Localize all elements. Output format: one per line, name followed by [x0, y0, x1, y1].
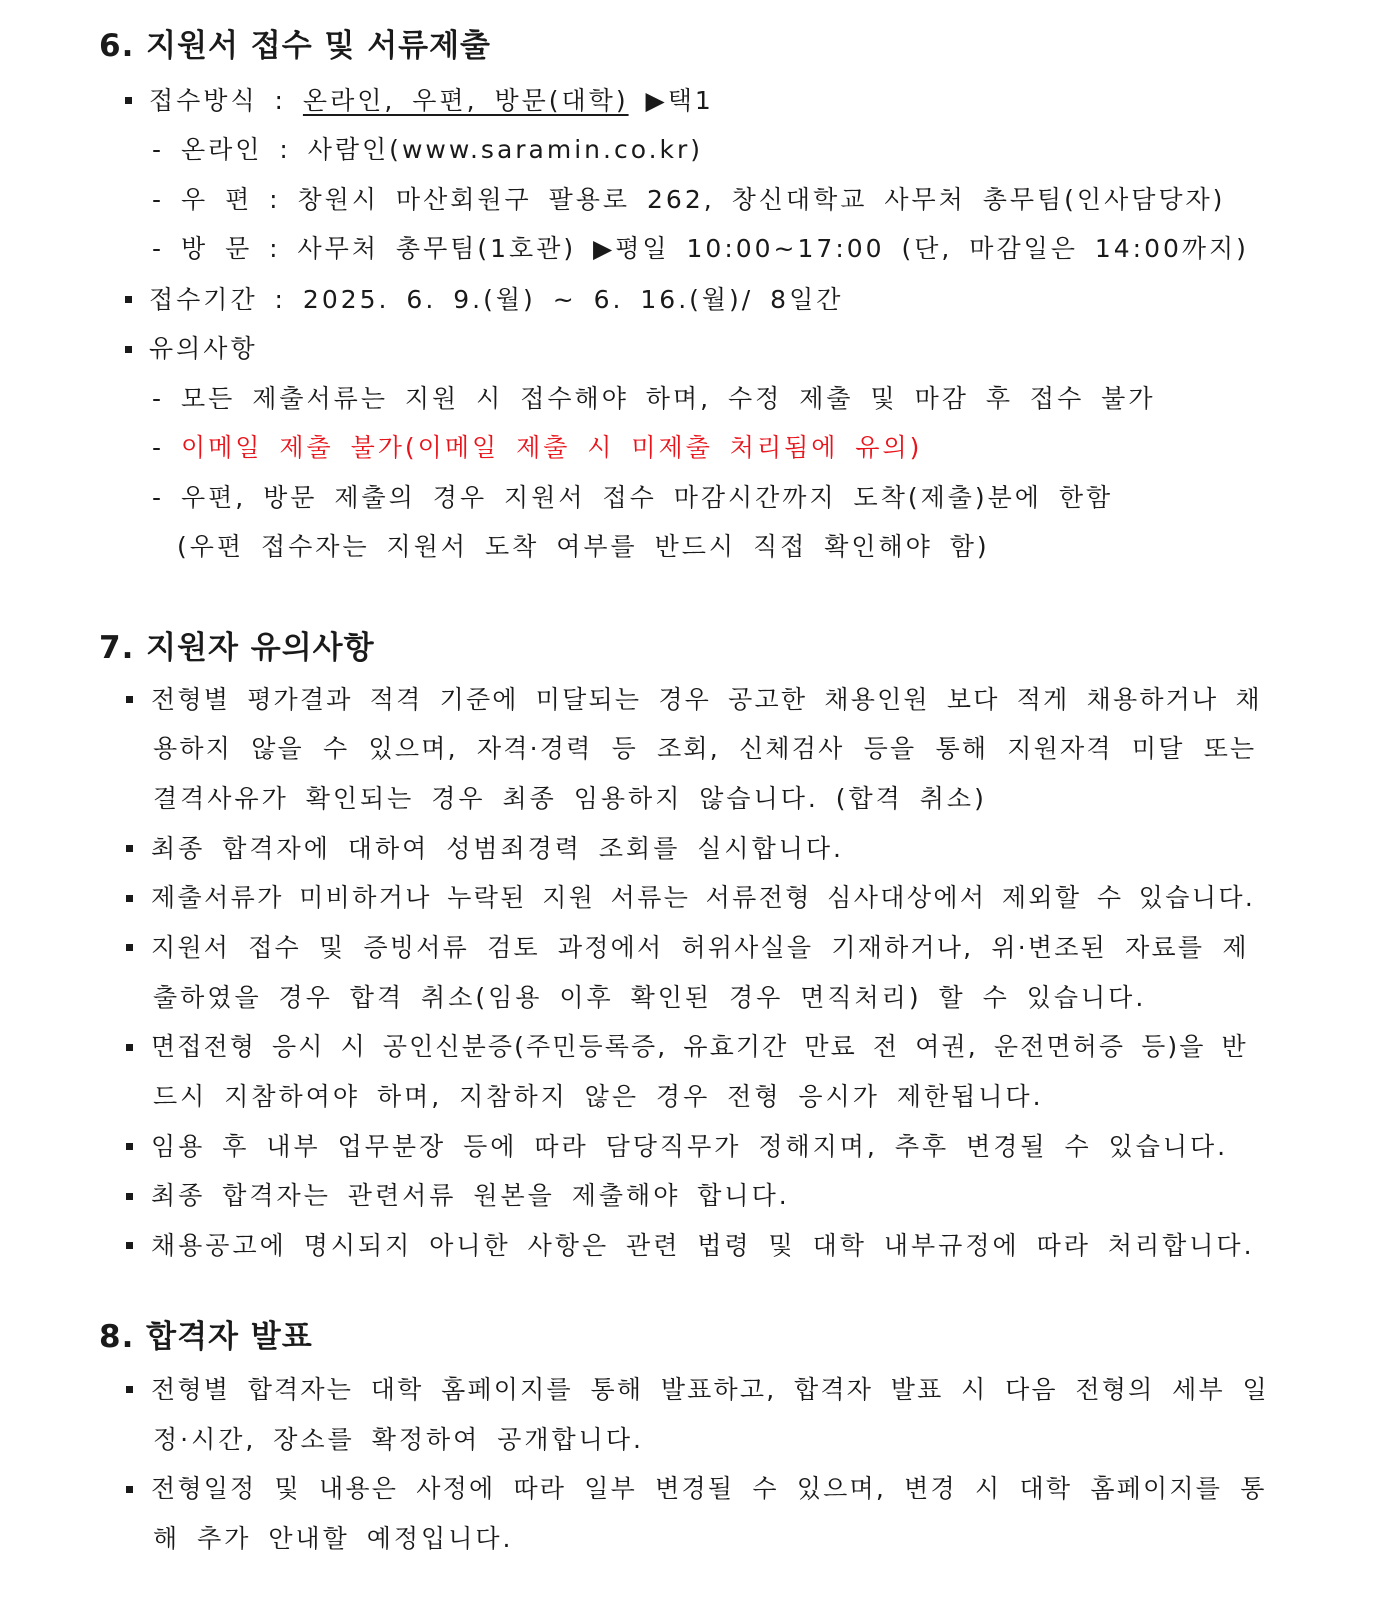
s7-p5-line2: 드시 지참하여야 하며, 지참하지 않은 경우 전형 응시가 제한됩니다. [153, 1082, 1044, 1111]
s7-p8: 채용공고에 명시되지 아니한 사항은 관련 법령 및 대학 내부규정에 따라 처리합니다. [151, 1231, 1255, 1260]
note-2-warning: 이메일 제출 불가(이메일 제출 시 미제출 처리됨에 유의) [180, 433, 923, 462]
bullet [126, 1044, 133, 1051]
bullet [126, 1242, 133, 1249]
bullet [126, 845, 133, 852]
method-line [149, 84, 714, 118]
bullet [125, 346, 132, 353]
s7-p1-line2: 용하지 않을 수 있으며, 자격·경력 등 조회, 신체검사 등을 통해 지원자격 미달 또는 [153, 734, 1257, 763]
bullet [125, 296, 132, 303]
s7-p7: 최종 합격자는 관련서류 원본을 제출해야 합니다. [151, 1181, 790, 1210]
bullet [126, 1486, 133, 1493]
period-line: 접수기간 : 2025. 6. 9.(월) ~ 6. 16.(월)/ 8일간 [149, 285, 844, 314]
post-line: - 우 편 : 창원시 마산회원구 팔용로 262, 창신대학교 사무처 총무팀(인사담당자) [152, 185, 1226, 214]
note-3: - 우편, 방문 제출의 경우 지원서 접수 마감시간까지 도착(제출)분에 한함 [152, 483, 1114, 512]
bullet [126, 1193, 133, 1200]
section-8-title: 8. 합격자 발표 [99, 1319, 313, 1355]
s8-p1-line2: 정·시간, 장소를 확정하여 공개합니다. [153, 1425, 644, 1454]
bullet [126, 895, 133, 902]
note-2-dash: - [152, 433, 181, 462]
section-7-title: 7. 지원자 유의사항 [99, 630, 375, 666]
bullet [125, 97, 132, 104]
section-6-title: 6. 지원서 접수 및 서류제출 [99, 28, 491, 64]
s7-p4-line2: 출하였을 경우 합격 취소(임용 이후 확인된 경우 면직처리) 할 수 있습니다. [153, 983, 1147, 1012]
s7-p2: 최종 합격자에 대하여 성범죄경력 조회를 실시합니다. [151, 834, 844, 863]
s7-p1-line3: 결격사유가 확인되는 경우 최종 임용하지 않습니다. (합격 취소) [153, 784, 987, 813]
s7-p4-line1: 지원서 접수 및 증빙서류 검토 과정에서 허위사실을 기재하거나, 위·변조된 자료를 제 [151, 933, 1249, 962]
note-3-continued: (우편 접수자는 지원서 도착 여부를 반드시 직접 확인해야 함) [177, 532, 990, 561]
s7-p3: 제출서류가 미비하거나 누락된 지원 서류는 서류전형 심사대상에서 제외할 수 있습니다. [151, 883, 1256, 912]
visit-line: - 방 문 : 사무처 총무팀(1호관) ▶평일 10:00~17:00 (단, 마감일은 14:00까지) [152, 234, 1249, 263]
bullet [126, 696, 133, 703]
bullet [126, 1143, 133, 1150]
s8-p2-line2: 해 추가 안내할 예정입니다. [153, 1524, 514, 1553]
method-suffix: ▶택1 [628, 86, 714, 115]
method-value: 온라인, 우편, 방문(대학) [302, 86, 629, 115]
s8-p1-line1: 전형별 합격자는 대학 홈페이지를 통해 발표하고, 합격자 발표 시 다음 전형의 세부 일 [151, 1375, 1269, 1404]
s8-p2-line1: 전형일정 및 내용은 사정에 따라 일부 변경될 수 있으며, 변경 시 대학 홈페이지를 통 [151, 1474, 1267, 1503]
online-line: - 온라인 : 사람인(www.saramin.co.kr) [152, 135, 704, 164]
note-1: - 모든 제출서류는 지원 시 접수해야 하며, 수정 제출 및 마감 후 접수 불가 [152, 384, 1156, 413]
method-label: 접수방식 : [149, 86, 303, 115]
s7-p1-line1: 전형별 평가결과 적격 기준에 미달되는 경우 공고한 채용인원 보다 적게 채용하거나 채 [151, 685, 1262, 714]
bullet [126, 944, 133, 951]
s7-p6: 임용 후 내부 업무분장 등에 따라 담당직무가 정해지며, 추후 변경될 수 있습니다. [151, 1132, 1229, 1161]
bullet [126, 1386, 133, 1393]
notes-title: 유의사항 [149, 334, 258, 363]
s7-p5-line1: 면접전형 응시 시 공인신분증(주민등록증, 유효기간 만료 전 여권, 운전면허증 등)을 반 [151, 1032, 1248, 1061]
note-2 [152, 431, 922, 465]
